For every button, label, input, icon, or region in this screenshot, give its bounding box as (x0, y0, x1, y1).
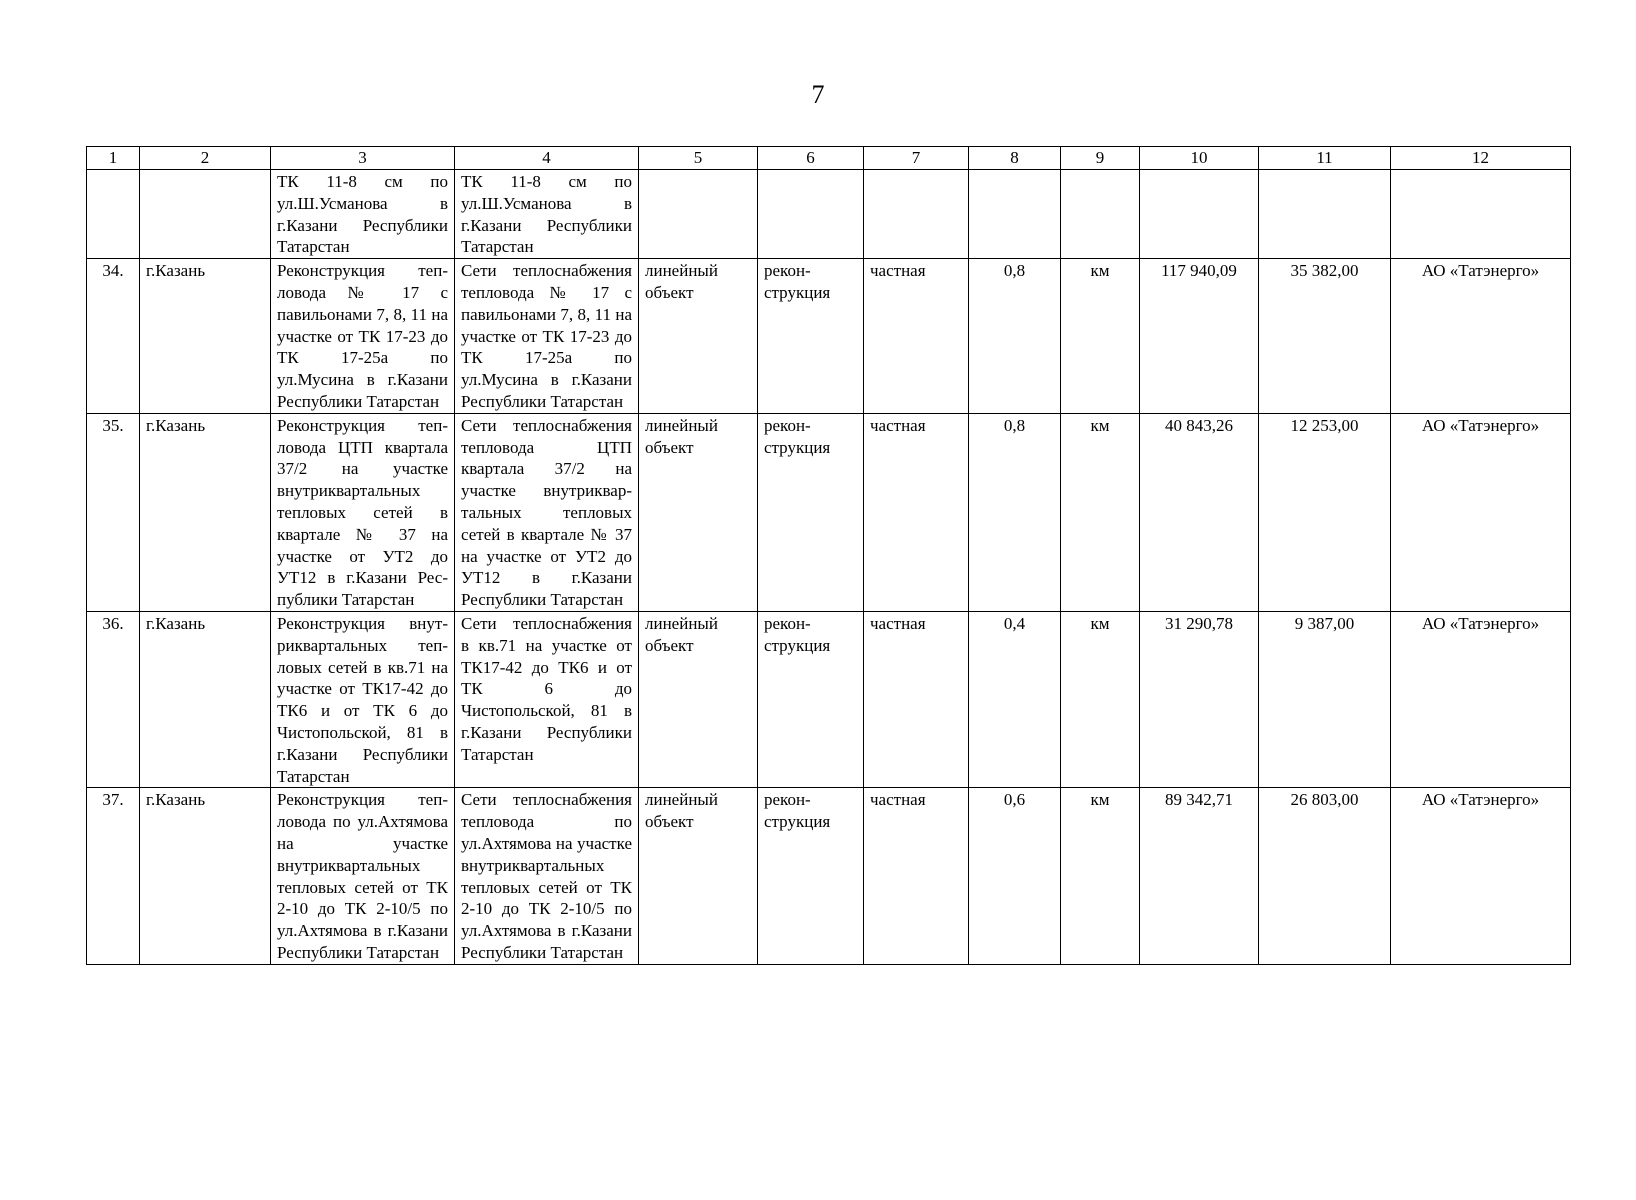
header-col-7: 7 (864, 147, 969, 170)
cell-organization: АО «Татэнерго» (1391, 611, 1571, 787)
cell-unit: км (1061, 259, 1140, 414)
cell-row-number: 36. (87, 611, 140, 787)
cell-empty (1061, 170, 1140, 259)
cell-object-name: Сети теплоснабжения тепловода ЦТП квартала 37/2 на участке внутриквартальных тепловых сетей в квартале № 37 на участке от УТ2 до УТ12 в г.Казани Республики Татарстан (455, 413, 639, 611)
cell-object-name: Сети теплоснабжения тепловода по ул.Ахтямова на участке внутриквартальных тепловых сетей от ТК 2-10 до ТК 2-10/5 по ул.Ахтямова в г.Казани Республики Татарстан (455, 788, 639, 964)
cell-unit: км (1061, 788, 1140, 964)
header-col-9: 9 (1061, 147, 1140, 170)
cell-object-type: линейный объект (639, 788, 758, 964)
cell-object-name: Сети теплоснабжения тепловода № 17 с павильонами 7, 8, 11 на участке от ТК 17-23 до ТК 17-25а по ул.Мусина в г.Казани Республики Татарстан (455, 259, 639, 414)
cell-cost-2: 26 803,00 (1259, 788, 1391, 964)
cell-object-name: Сети теплоснабжения в кв.71 на участке от ТК17-42 до ТК6 и от ТК 6 до Чистопольской, 81 в г.Казани Республики Татарстан (455, 611, 639, 787)
table-header (87, 147, 1571, 170)
header-row (87, 147, 1571, 170)
table-row (87, 788, 1571, 964)
cell-kind: частная (864, 413, 969, 611)
cell-row-number: 34. (87, 259, 140, 414)
cell-amount: 0,4 (969, 611, 1061, 787)
cell-cost: 31 290,78 (1140, 611, 1259, 787)
cell-amount: 0,6 (969, 788, 1061, 964)
cell-project-name: Реконструкция тепловода ЦТП квартала 37/2 на участке внутриквартальных тепловых сетей в квартале № 37 на участке от УТ2 до УТ12 в г.Казани Республики Татарстан (271, 413, 455, 611)
cell-unit: км (1061, 611, 1140, 787)
table-body (87, 170, 1571, 965)
cell-unit: км (1061, 413, 1140, 611)
cell-cost: 40 843,26 (1140, 413, 1259, 611)
cell-empty (758, 170, 864, 259)
cell-empty (1140, 170, 1259, 259)
cell-project-name: Реконструкция тепловода № 17 с павильонами 7, 8, 11 на участке от ТК 17-23 до ТК 17-25а по ул.Мусина в г.Казани Республики Татарстан (271, 259, 455, 414)
cell-amount: 0,8 (969, 259, 1061, 414)
header-col-1: 1 (87, 147, 140, 170)
header-col-6: 6 (758, 147, 864, 170)
cell-amount: 0,8 (969, 413, 1061, 611)
cell-city: г.Казань (140, 259, 271, 414)
cell-empty (87, 170, 140, 259)
cell-city: г.Казань (140, 611, 271, 787)
table-row (87, 413, 1571, 611)
cell-kind: частная (864, 788, 969, 964)
cell-project-name: Реконструкция тепловода по ул.Ахтямова на участке внутриквартальных тепловых сетей от ТК 2-10 до ТК 2-10/5 по ул.Ахтямова в г.Казани Республики Татарстан (271, 788, 455, 964)
investment-table (86, 146, 1571, 965)
cell-city: г.Казань (140, 413, 271, 611)
cell-empty (1391, 170, 1571, 259)
cell-work-type: реконструкция (758, 413, 864, 611)
cell-object-type: линейный объект (639, 611, 758, 787)
header-col-5: 5 (639, 147, 758, 170)
cell-cost-2: 12 253,00 (1259, 413, 1391, 611)
cell-empty (969, 170, 1061, 259)
cell-cost: 117 940,09 (1140, 259, 1259, 414)
header-col-10: 10 (1140, 147, 1259, 170)
cell-kind: частная (864, 611, 969, 787)
cell-kind: частная (864, 259, 969, 414)
cell-object-type: линейный объект (639, 413, 758, 611)
cell-row-number: 37. (87, 788, 140, 964)
cell-cost-2: 35 382,00 (1259, 259, 1391, 414)
cell-work-type: реконструкция (758, 611, 864, 787)
cell-row-number: 35. (87, 413, 140, 611)
header-col-4: 4 (455, 147, 639, 170)
cell-work-type: реконструкция (758, 259, 864, 414)
cell-cost-2: 9 387,00 (1259, 611, 1391, 787)
header-col-12: 12 (1391, 147, 1571, 170)
cell-project-name: Реконструкция внутриквартальных тепловых сетей в кв.71 на участке от ТК17-42 до ТК6 и от ТК 6 до Чистопольской, 81 в г.Казани Республики Татарстан (271, 611, 455, 787)
cell-cost: 89 342,71 (1140, 788, 1259, 964)
cell-organization: АО «Татэнерго» (1391, 788, 1571, 964)
header-col-3: 3 (271, 147, 455, 170)
page-number: 7 (811, 80, 825, 109)
cell-project-name: ТК 11-8 см по ул.Ш.Усманова в г.Казани Республики Татарстан (271, 170, 455, 259)
cell-work-type: реконструкция (758, 788, 864, 964)
cell-object-type: линейный объект (639, 259, 758, 414)
cell-organization: АО «Татэнерго» (1391, 259, 1571, 414)
header-col-2: 2 (140, 147, 271, 170)
table-row (87, 611, 1571, 787)
continuation-row (87, 170, 1571, 259)
cell-city: г.Казань (140, 788, 271, 964)
cell-empty (140, 170, 271, 259)
table-row (87, 259, 1571, 414)
header-col-8: 8 (969, 147, 1061, 170)
header-col-11: 11 (1259, 147, 1391, 170)
cell-empty (864, 170, 969, 259)
cell-empty (639, 170, 758, 259)
cell-organization: АО «Татэнерго» (1391, 413, 1571, 611)
cell-object-name: ТК 11-8 см по ул.Ш.Усманова в г.Казани Республики Татарстан (455, 170, 639, 259)
cell-empty (1259, 170, 1391, 259)
